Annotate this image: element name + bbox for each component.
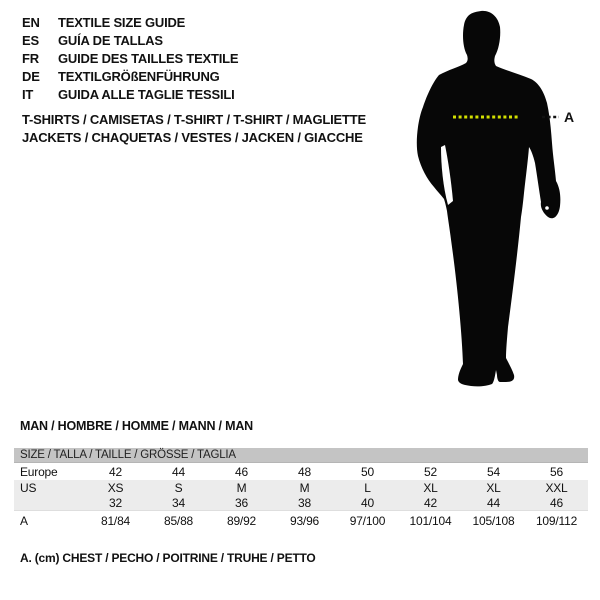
table-cell: 85/88 <box>163 513 194 528</box>
table-row-europe <box>14 463 588 480</box>
language-label: TEXTILE SIZE GUIDE <box>58 14 186 30</box>
language-label: GUÍA DE TALLAS <box>58 32 163 48</box>
table-row-us-numeric <box>14 495 588 511</box>
table-cell: 97/100 <box>349 513 386 528</box>
measure-label-a: A <box>564 109 575 125</box>
table-cell: 46 <box>550 495 563 510</box>
category-tshirts: T-SHIRTS / CAMISETAS / T-SHIRT / T-SHIRT / MAGLIETTE <box>22 111 366 127</box>
table-cell: 81/84 <box>100 513 131 528</box>
language-row-it <box>22 85 238 103</box>
category-jackets: JACKETS / CHAQUETAS / VESTES / JACKEN / GIACCHE <box>22 129 363 145</box>
footnote-chest: A. (cm) CHEST / PECHO / POITRINE / TRUHE / PETTO <box>20 551 316 565</box>
language-list <box>22 13 238 103</box>
table-cell: 36 <box>235 495 248 510</box>
man-silhouette-shape <box>417 11 561 387</box>
table-cell: M <box>236 480 247 495</box>
language-row-de <box>22 67 238 85</box>
table-cell: 44 <box>487 495 500 510</box>
table-cell: 34 <box>172 495 185 510</box>
language-row-fr <box>22 49 238 67</box>
table-cell: 52 <box>424 464 437 479</box>
table-cell: 105/108 <box>472 513 515 528</box>
table-cell: 56 <box>550 464 563 479</box>
language-code: IT <box>22 86 34 102</box>
table-cell: 38 <box>298 495 311 510</box>
table-cell: 44 <box>172 464 185 479</box>
size-table <box>14 448 588 530</box>
row-label: US <box>20 480 37 495</box>
table-cell: 54 <box>487 464 500 479</box>
table-cell: 101/104 <box>409 513 452 528</box>
section-title-man: MAN / HOMBRE / HOMME / MANN / MAN <box>20 419 253 433</box>
language-code: ES <box>22 32 39 48</box>
row-label: Europe <box>20 464 58 479</box>
language-code: DE <box>22 68 40 84</box>
table-cell: M <box>299 480 310 495</box>
size-table-header: SIZE / TALLA / TAILLE / GRÖSSE / TAGLIA <box>14 448 588 463</box>
table-cell: 42 <box>424 495 437 510</box>
table-cell: 50 <box>361 464 374 479</box>
row-label: A <box>20 513 28 528</box>
table-cell: XL <box>423 480 438 495</box>
table-cell: 109/112 <box>535 513 578 528</box>
table-cell: 46 <box>235 464 248 479</box>
language-row-en <box>22 13 238 31</box>
table-cell: 40 <box>361 495 374 510</box>
language-code: FR <box>22 50 39 66</box>
category-list <box>22 110 366 146</box>
table-cell: 32 <box>109 495 122 510</box>
language-row-es <box>22 31 238 49</box>
table-cell: 89/92 <box>226 513 257 528</box>
table-cell: L <box>364 480 371 495</box>
thumb-gap <box>545 206 549 210</box>
table-cell: XS <box>107 480 124 495</box>
man-silhouette-figure <box>395 5 600 395</box>
table-cell: 93/96 <box>289 513 320 528</box>
man-silhouette-svg <box>395 5 600 395</box>
table-row-us <box>14 480 588 495</box>
table-cell: 42 <box>109 464 122 479</box>
language-label: GUIDE DES TAILLES TEXTILE <box>58 50 239 66</box>
table-cell: S <box>174 480 183 495</box>
language-label: TEXTILGRÖßENFÜHRUNG <box>58 68 220 84</box>
table-cell: XL <box>486 480 501 495</box>
table-cell: XXL <box>545 480 568 495</box>
table-row-chest-a <box>14 511 588 530</box>
table-cell: 48 <box>298 464 311 479</box>
language-label: GUIDA ALLE TAGLIE TESSILI <box>58 86 235 102</box>
language-code: EN <box>22 14 40 30</box>
